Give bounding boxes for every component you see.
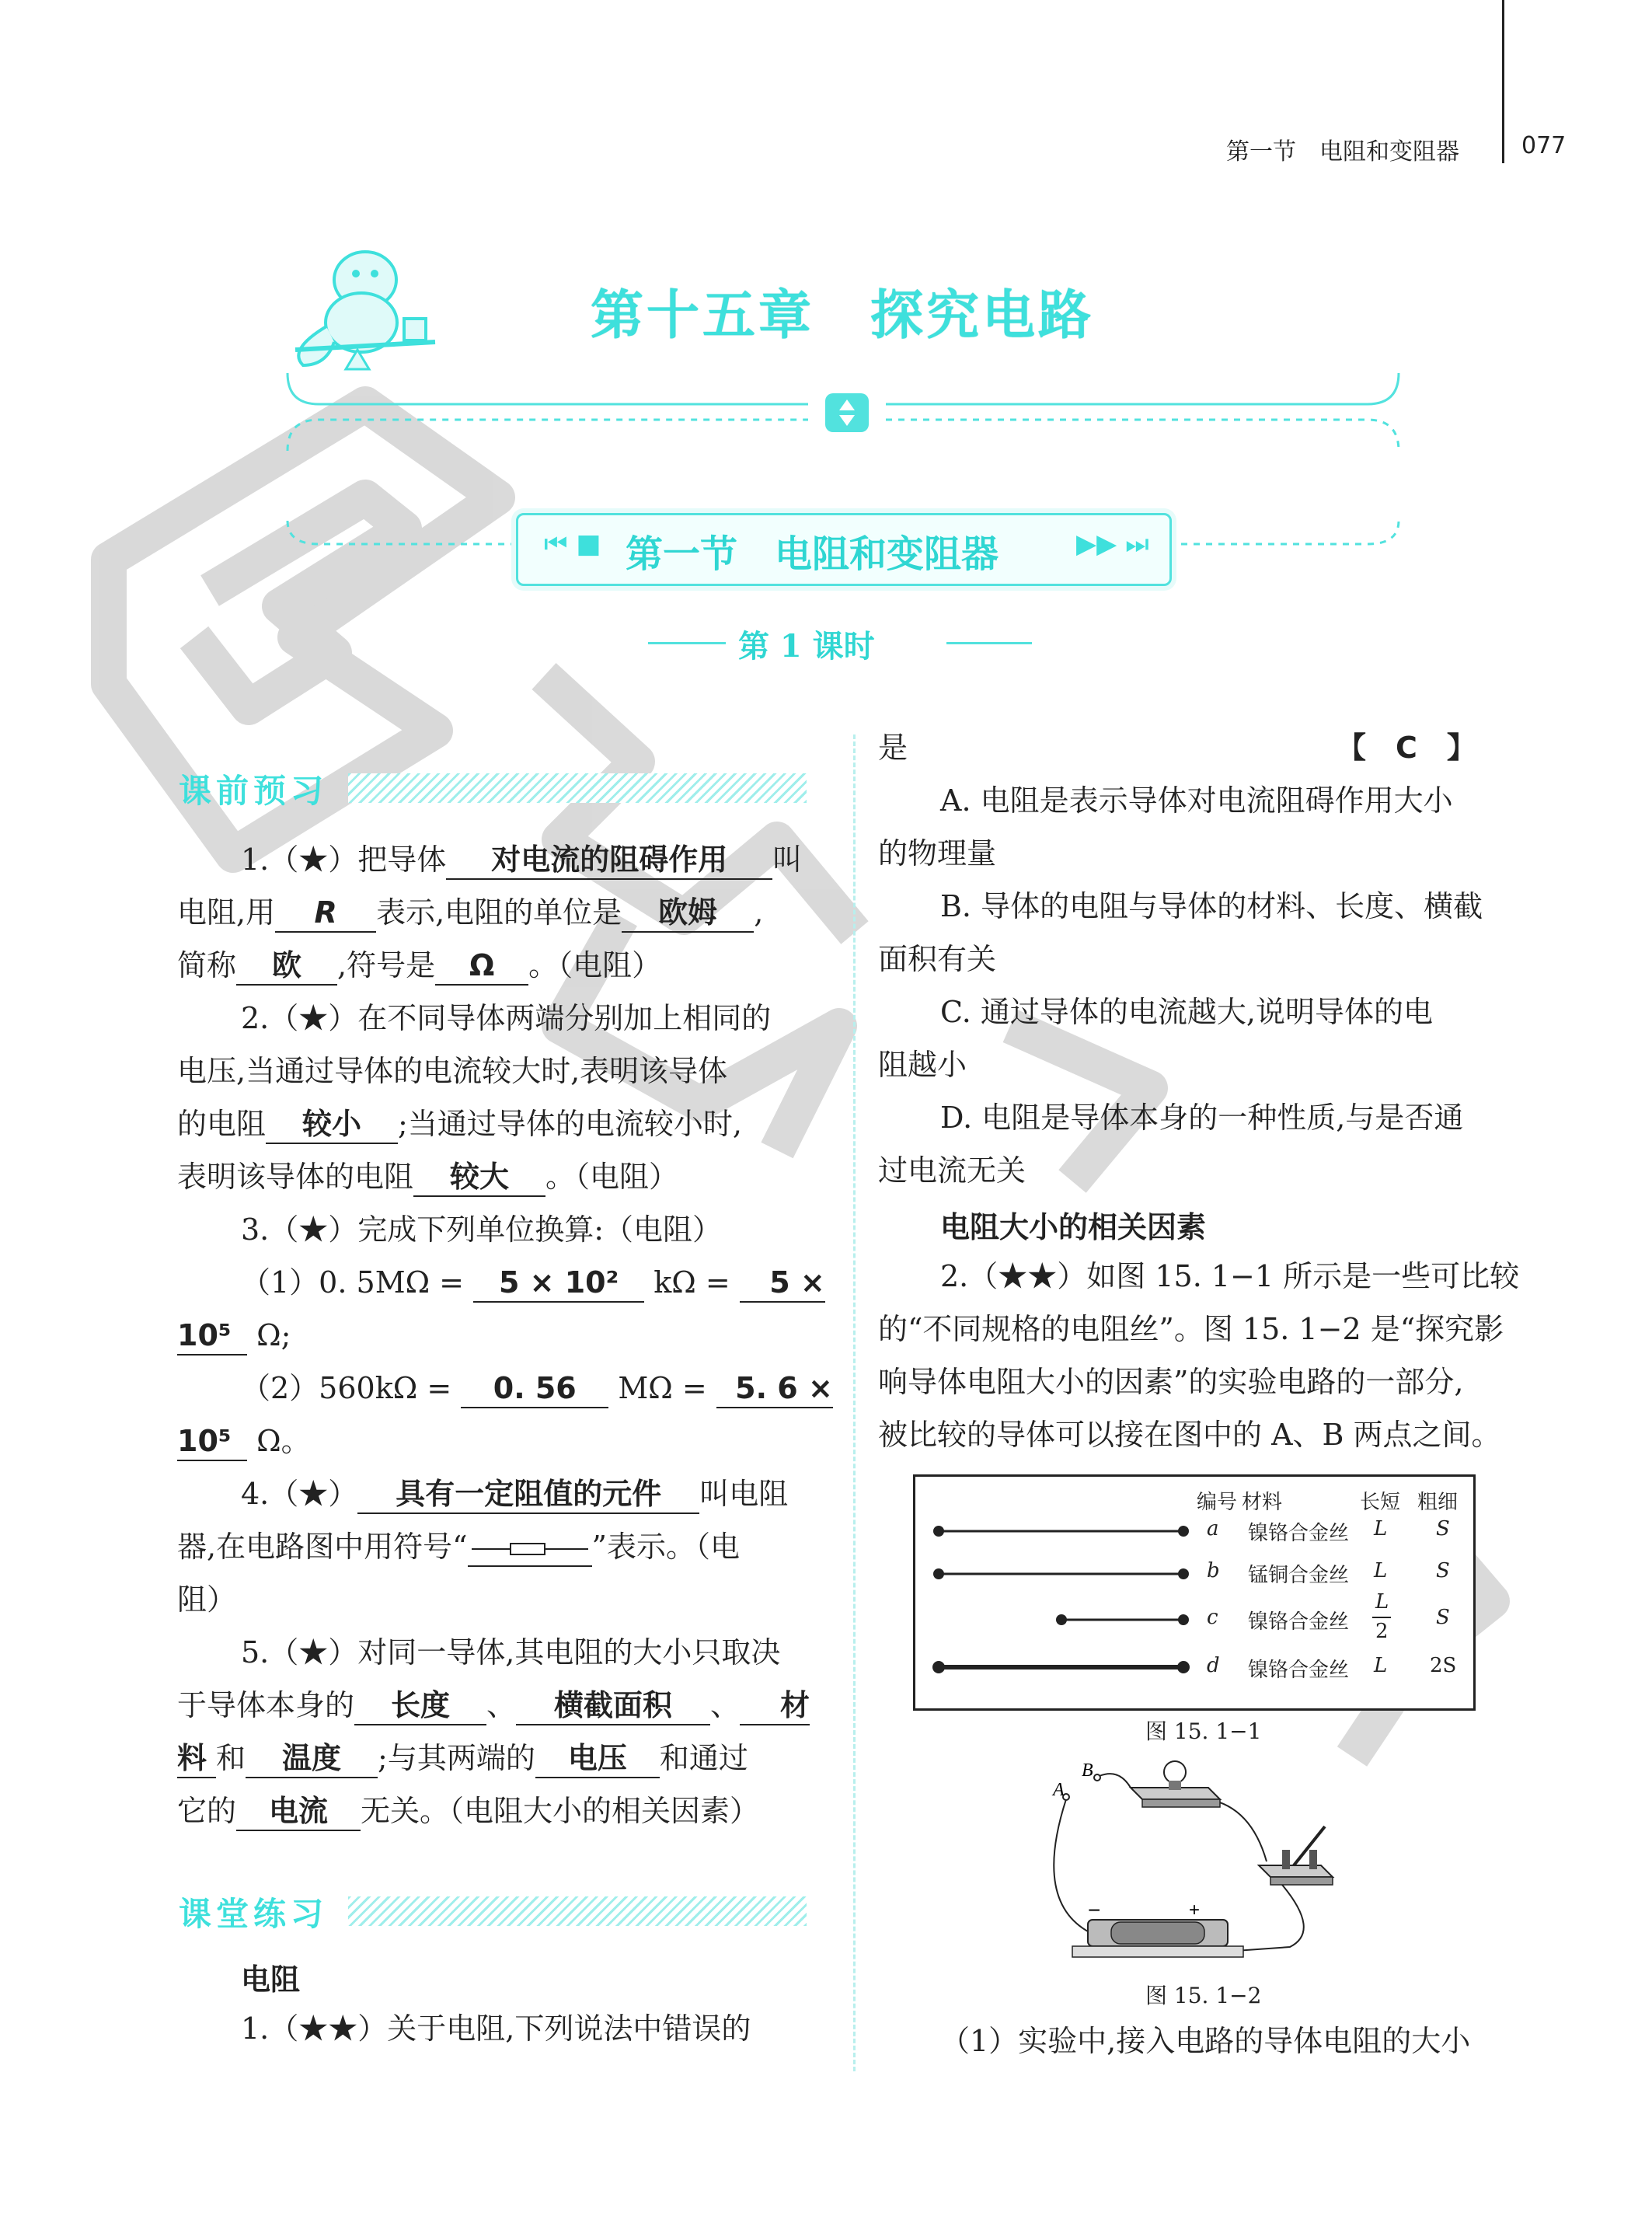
q2-line4: 表明该导体的电阻 较大 。（电阻）	[177, 1150, 678, 1203]
col-header-length: 长短	[1360, 1491, 1401, 1514]
row-c-length-denominator: 2	[1375, 1620, 1389, 1643]
col-header-material: 材料	[1242, 1491, 1283, 1514]
q2-line3: 的电阻 较小 ;当通过导体的电流较小时,	[177, 1097, 742, 1150]
answer-bracket: 【 C 】	[1337, 731, 1476, 765]
resistance-wire-table	[913, 1474, 1476, 1711]
figure-1-caption: 图 15. 1−1	[1145, 1718, 1262, 1744]
q2r-line3: 响导体电阻大小的因素”的实验电路的一部分,	[878, 1365, 1464, 1399]
row-b-material: 锰铜合金丝	[1248, 1564, 1350, 1587]
q3-line1: 3.（★）完成下列单位换算:（电阻）	[241, 1212, 723, 1247]
option-c-2: 阻越小	[878, 1048, 967, 1082]
q5-line1: 5.（★）对同一导体,其电阻的大小只取决	[241, 1635, 781, 1670]
right-last-line: （1）实验中,接入电路的导体电阻的大小	[940, 2024, 1471, 2058]
fast-forward-icon: ▶▶ ⏭	[1076, 529, 1149, 560]
right-l0: 是	[878, 731, 908, 765]
q2-line2: 电压,当通过导体的电流较大时,表明该导体	[177, 1054, 728, 1088]
lesson-title: 第 1 课时	[738, 628, 875, 665]
point-a-label: A	[1053, 1780, 1065, 1800]
q3-sub1: （1）0. 5MΩ = 5 × 10² kΩ = 5 ×	[241, 1256, 825, 1309]
row-c-material: 镍铬合金丝	[1248, 1610, 1350, 1634]
q1-line2: 电阻,用 R 表示,电阻的单位是 欧姆 ,	[177, 886, 763, 939]
option-d-2: 过电流无关	[878, 1153, 1026, 1188]
figure-2-caption: 图 15. 1−2	[1145, 1983, 1262, 2008]
q2r-line4: 被比较的导体可以接在图中的 A、B 两点之间。	[878, 1418, 1501, 1452]
col-header-thickness: 粗细	[1417, 1491, 1459, 1514]
option-c-1: C. 通过导体的电流越大,说明导体的电	[940, 995, 1433, 1029]
mascot-illustration	[280, 233, 443, 373]
preview-heading: 课前预习	[179, 772, 329, 810]
row-b-id: b	[1207, 1559, 1220, 1582]
section-title: 第一节 电阻和变阻器	[626, 532, 999, 576]
option-d-1: D. 电阻是导体本身的一种性质,与是否通	[940, 1101, 1464, 1135]
row-d-length: L	[1374, 1654, 1388, 1677]
battery-minus-label: −	[1088, 1898, 1101, 1922]
col-header-id: 编号	[1197, 1491, 1238, 1514]
q4-line2: 器,在电路图中用符号“ ”表示。（电	[177, 1520, 740, 1573]
row-d-id: d	[1207, 1654, 1220, 1677]
preview-heading-hatch	[348, 773, 807, 803]
q3-sub1-cont: 10⁵ Ω;	[177, 1309, 291, 1362]
option-b-2: 面积有关	[878, 942, 997, 976]
option-a-1: A. 电阻是表示导体对电流阻碍作用大小	[940, 783, 1453, 818]
practice-heading: 课堂练习	[179, 1895, 329, 1933]
row-c-id: c	[1207, 1606, 1218, 1629]
q5-line4: 它的 电流 无关。（电阻大小的相关因素）	[177, 1785, 759, 1837]
subheading-factors: 电阻大小的相关因素	[940, 1210, 1207, 1244]
page-number: 077	[1521, 132, 1567, 159]
q4-line3: 阻）	[177, 1582, 237, 1617]
q4-line1: 4.（★） 具有一定阻值的元件 叫电阻	[241, 1467, 788, 1520]
subheading-resistance: 电阻	[241, 1963, 301, 1997]
q2r-line2: 的“不同规格的电阻丝”。图 15. 1−2 是“探究影	[878, 1312, 1504, 1346]
row-a-material: 镍铬合金丝	[1248, 1522, 1350, 1545]
q5-line3: 料 和 温度 ;与其两端的 电压 和通过	[177, 1732, 748, 1785]
row-c-length-numerator: L	[1375, 1590, 1389, 1614]
rewind-icon: ⏮ ■	[544, 529, 601, 560]
q3-sub2-cont: 10⁵ Ω。	[177, 1415, 311, 1467]
wire-samples	[915, 1477, 1473, 1708]
resistor-symbol	[468, 1528, 592, 1567]
row-a-id: a	[1207, 1517, 1219, 1540]
column-divider	[853, 734, 856, 2071]
q1-line3: 简称 欧 ,符号是 Ω 。（电阻）	[177, 939, 661, 992]
row-b-length: L	[1374, 1559, 1388, 1582]
experiment-circuit-figure	[1041, 1753, 1352, 1978]
practice-heading-hatch	[348, 1896, 807, 1926]
option-b-1: B. 导体的电阻与导体的材料、长度、横截	[940, 889, 1483, 923]
header-rule	[1502, 0, 1504, 163]
q2r-line1: 2.（★★）如图 15. 1−1 所示是一些可比较	[940, 1259, 1520, 1293]
row-d-thickness: 2S	[1430, 1654, 1457, 1677]
q2-line1: 2.（★）在不同导体两端分别加上相同的	[241, 1001, 772, 1035]
q6-line1: 1.（★★）关于电阻,下列说法中错误的	[241, 2011, 751, 2046]
running-header-section: 第一节 电阻和变阻器	[1226, 138, 1459, 166]
option-a-2: 的物理量	[878, 836, 997, 871]
row-c-thickness: S	[1436, 1606, 1450, 1629]
point-b-label: B	[1082, 1760, 1093, 1781]
row-d-material: 镍铬合金丝	[1248, 1659, 1350, 1682]
row-c-fraction-bar	[1372, 1617, 1391, 1618]
row-b-thickness: S	[1436, 1559, 1450, 1582]
q1-line1: 1.（★）把导体 对电流的阻碍作用 叫	[241, 833, 802, 886]
q3-sub2: （2）560kΩ = 0. 56 MΩ = 5. 6 ×	[241, 1362, 833, 1415]
lesson-rule-left	[648, 642, 726, 644]
chapter-title: 第十五章 探究电路	[591, 284, 1095, 347]
battery-plus-label: +	[1189, 1900, 1201, 1921]
row-a-thickness: S	[1436, 1517, 1450, 1540]
row-a-length: L	[1374, 1517, 1388, 1540]
lesson-rule-right	[946, 642, 1032, 644]
q5-line2: 于导体本身的 长度 、 横截面积 、 材	[177, 1679, 810, 1732]
